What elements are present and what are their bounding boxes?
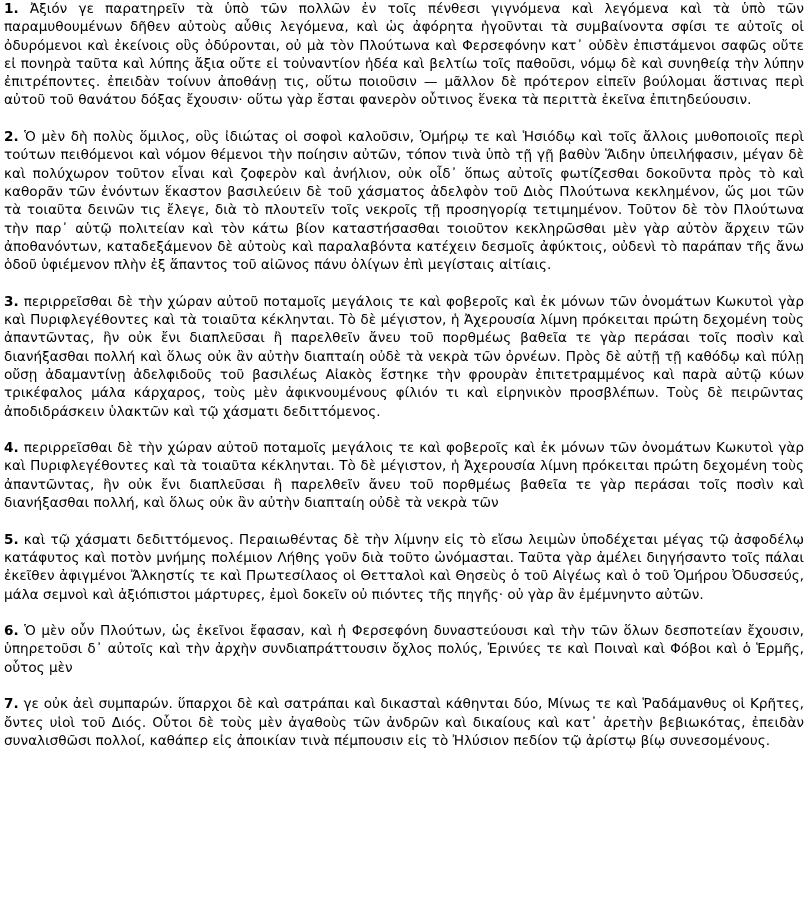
paragraph-7 [4,695,804,750]
paragraph-text: Ἀξιόν γε παρατηρεῖν τὰ ὑπὸ τῶν πολλῶν ἐν τοῖς πένθεσι γιγνόμενα καὶ λεγόμενα καὶ τὰ ὑπὸ τῶν παραμυθουμένων δῆθεν αὐτοὺς αὖθις λεγόμενα, καὶ ὡς ἀφόρητα ἡγοῦνται τὰ συμβαίνοντα σφίσι τε αὐτοῖς οἱ ὀδυρόμενοι καὶ ἐκείνοις οὓς ὀδύρονται, οὐ μὰ τὸν Πλούτωνα καὶ Φερσεφόνην κατ᾿ οὐδὲν ἐπιστάμενοι σαφῶς οὔτε εἰ πονηρὰ ταῦτα καὶ λύπης ἄξια οὔτε εἰ τοὐναντίον ἡδέα καὶ βελτίω τοῖς παθοῦσι, νόμῳ δὲ καὶ συνηθείᾳ τὴν λύπην ἐπιτρέποντες. ἐπειδὰν τοίνυν ἀποθάνῃ τις, οὕτω ποιοῦσιν — μᾶλλον δὲ πρότερον εἰπεῖν βούλομαι ἅστινας περὶ αὐτοῦ τοῦ θανάτου δόξας ἔχουσιν· οὕτω γὰρ ἔσται φανερὸν οὗτινος ἕνεκα τὰ περιττὰ ἐκεῖνα ἐπιτηδεύουσιν. [4,1,804,109]
paragraph-text: Ὁ μὲν οὖν Πλούτων, ὡς ἐκεῖνοι ἔφασαν, καὶ ἡ Φερσεφόνη δυναστεύουσι καὶ τὴν τῶν ὅλων δεσποτείαν ἔχουσιν, ὑπηρετοῦσι δ᾿ αὐτοῖς καὶ τὴν ἀρχὴν συνδιαπράττουσιν ὄχλος πολύς, Ἐρινύες τε καὶ Ποιναὶ καὶ Φόβοι καὶ ὁ Ἑρμῆς, οὗτος μὲν [4,623,804,676]
paragraph-number: 6. [4,623,19,640]
paragraph-5 [4,531,804,604]
paragraph-4 [4,439,804,512]
paragraph-3 [4,293,804,421]
paragraph-text: Ὁ μὲν δὴ πολὺς ὅμιλος, οὓς ἰδιώτας οἱ σοφοὶ καλοῦσιν, Ὁμήρῳ τε καὶ Ἡσιόδῳ καὶ τοῖς ἄλλοις μυθοποιοῖς περὶ τούτων πειθόμενοι καὶ νόμον θέμενοι τὴν ποίησιν αὐτῶν, τόπον τινὰ ὑπὸ τῇ γῇ βαθὺν Ἅιδην ὑπειλήφασιν, μέγαν δὲ καὶ πολύχωρον τοῦτον εἶναι καὶ ζοφερὸν καὶ ἀνήλιον, οὐκ οἶδ᾿ ὅπως αὐτοῖς φωτίζεσθαι δοκοῦντα πρὸς τὸ καὶ καθορᾶν τῶν ἐνόντων ἕκαστον βασιλεύειν δὲ τοῦ χάσματος ἀδελφὸν τοῦ Διὸς Πλούτωνα κεκλημένον, ὥς μοι τῶν τὰ τοιαῦτα δεινῶν τις ἔλεγε, διὰ τὸ πλουτεῖν τοῖς νεκροῖς τῇ προσηγορίᾳ τετιμημένον. Τοῦτον δὲ τὸν Πλούτωνα τὴν παρ᾿ αὑτῷ πολιτείαν καὶ τὸν κάτω βίον καταστήσασθαι τοιοῦτον κεκληρῶσθαι μὲν γὰρ αὐτὸν ἄρχειν τῶν ἀποθανόντων, καταδεξάμενον δὲ αὐτοὺς καὶ παραλαβόντα κατέχειν δεσμοῖς ἀφύκτοις, οὐδενὶ τὸ παράπαν τῆς ἄνω ὁδοῦ ὑφιέμενον πλὴν ἐξ ἅπαντος τοῦ αἰῶνος πάνυ ὀλίγων ἐπὶ μεγίσταις αἰτίαις. [4,129,804,274]
paragraph-text: περιρρεῖσθαι δὲ τὴν χώραν αὐτοῦ ποταμοῖς μεγάλοις τε καὶ φοβεροῖς καὶ ἐκ μόνων τῶν ὀνομάτων Κωκυτοὶ γὰρ καὶ Πυριφλεγέθοντες καὶ τὰ τοιαῦτα κέκληνται. Τὸ δὲ μέγιστον, ἡ Ἀχερουσία λίμνη πρόκειται πρώτη δεχομένη τοὺς ἀπαντῶντας, ἣν οὐκ ἔνι διαπλεῦσαι ἢ παρελθεῖν ἄνευ τοῦ πορθμέως βαθεῖα τε γὰρ περάσαι τοῖς ποσὶν καὶ διανήξασθαι πολλή, καὶ ὅλως οὐκ ἂν αὐτὴν διαπταίη οὐδὲ τὰ νεκρὰ τῶν [4,440,804,512]
paragraph-1 [4,0,804,110]
paragraph-number: 7. [4,696,19,713]
paragraph-number: 2. [4,129,19,146]
paragraph-number: 1. [4,1,19,17]
paragraph-number: 5. [4,531,19,548]
paragraph-text: καὶ τῷ χάσματι δεδιττόμενος. Περαιωθέντας δὲ τὴν λίμνην εἰς τὸ εἴσω λειμὼν ὑποδέχεται μέγας τῷ ἀσφοδέλῳ κατάφυτος καὶ ποτὸν μνήμης πολέμιον Λήθης γοῦν διὰ τοῦτο ὠνόμασται. Ταῦτα γὰρ ἀμέλει διηγήσαντο τοῖς πάλαι ἐκεῖθεν ἀφιγμένοι Ἄλκηστίς τε καὶ Πρωτεσίλαος οἱ Θετταλοὶ καὶ Θησεὺς ὁ τοῦ Αἰγέως καὶ ὁ τοῦ Ὁμήρου Ὀδυσσεύς, μάλα σεμνοὶ καὶ ἀξιόπιστοι μάρτυρες, ἐμοὶ δοκεῖν οὐ πιόντες τῆς πηγῆς· οὐ γὰρ ἂν ἐμέμνηντο αὐτῶν. [4,531,804,603]
paragraph-6 [4,622,804,677]
paragraph-number: 4. [4,440,19,457]
paragraph-number: 3. [4,293,19,310]
paragraph-text: περιρρεῖσθαι δὲ τὴν χώραν αὐτοῦ ποταμοῖς μεγάλοις τε καὶ φοβεροῖς καὶ ἐκ μόνων τῶν ὀνομάτων Κωκυτοὶ γὰρ καὶ Πυριφλεγέθοντες καὶ τὰ τοιαῦτα κέκληνται. Τὸ δὲ μέγιστον, ἡ Ἀχερουσία λίμνη πρόκειται πρώτη δεχομένη τοὺς ἀπαντῶντας, ἣν οὐκ ἔνι διαπλεῦσαι ἢ παρελθεῖν ἄνευ τοῦ πορθμέως βαθεῖα τε γὰρ περάσαι τοῖς ποσὶν καὶ διανήξασθαι πολλή καὶ ὅλως οὐκ ἂν αὐτὴν διαπταίη οὐδὲ τὰ νεκρὰ τῶν ὀρνέων. Πρὸς δὲ αὐτῇ τῇ καθόδῳ καὶ πύλῃ οὔσῃ ἀδαμαντίνῃ ἀδελφιδοῦς τοῦ βασιλέως Αἰακὸς ἕστηκε τὴν φρουρὰν ἐπιτετραμμένος καὶ παρὰ αὐτῷ κύων τρικέφαλος μάλα κάρχαρος, τοὺς μὲν ἀφικνουμένους φίλιόν τι καὶ εἰρηνικὸν προσβλέπων. Τοὺς δὲ πειρῶντας ἀποδιδράσκειν ὑλακτῶν καὶ τῷ χάσματι δεδιττόμενος. [4,293,804,420]
paragraph-text: γε οὐκ ἀεὶ συμπαρών. ὕπαρχοι δὲ καὶ σατράπαι καὶ δικασταὶ κάθηνται δύο, Μίνως τε καὶ Ῥαδάμανθυς οἱ Κρῆτες, ὄντες υἱοὶ τοῦ Διός. Οὗτοι δὲ τοὺς μὲν ἀγαθοὺς τῶν ἀνδρῶν καὶ δικαίους καὶ κατ᾿ ἀρετὴν βεβιωκότας, ἐπειδὰν συναλισθῶσι πολλοί, καθάπερ εἰς ἀποικίαν τινὰ πέμπουσιν εἰς τὸ Ἠλύσιον πεδίον τῷ ἀρίστῳ βίῳ συνεσομένους. [4,696,804,749]
paragraph-2 [4,128,804,274]
